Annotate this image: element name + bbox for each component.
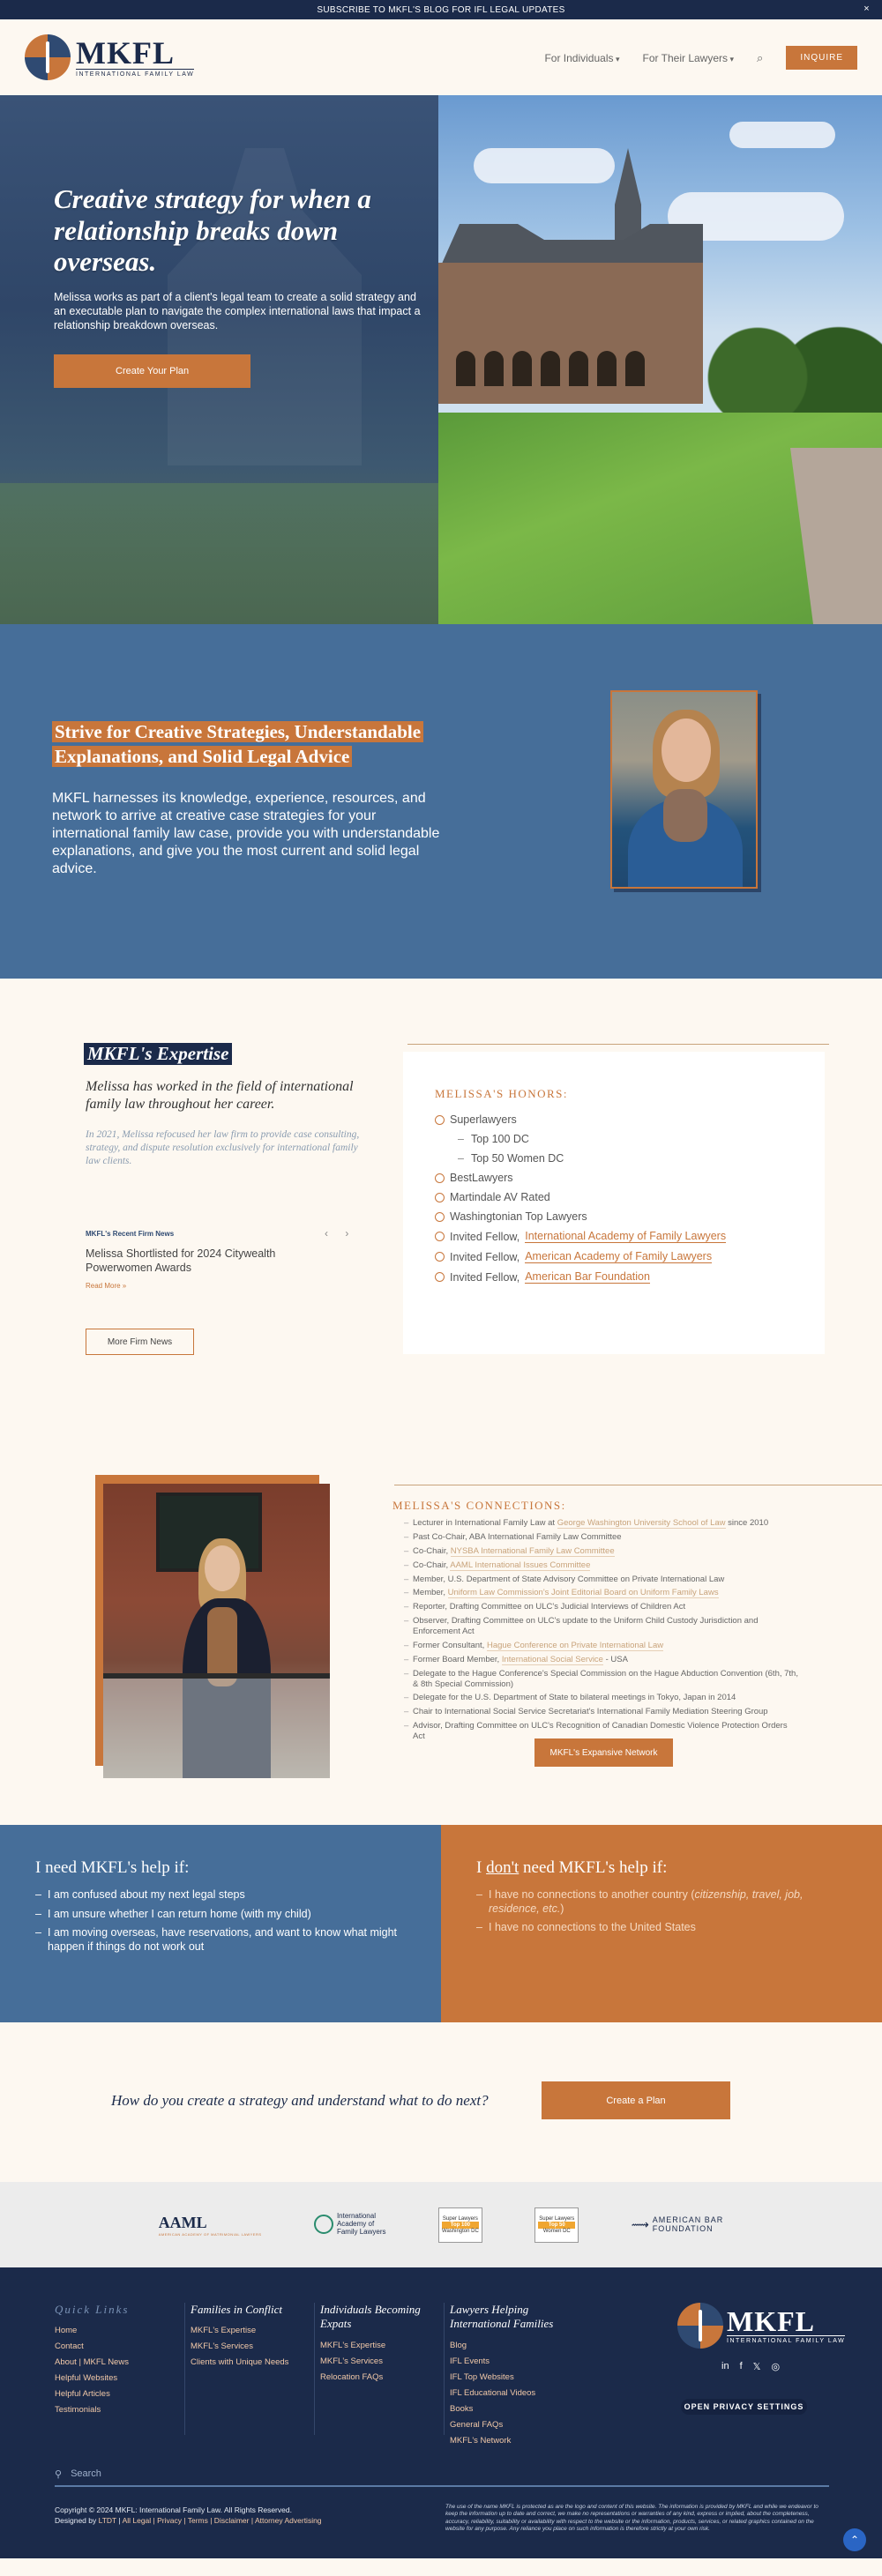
list-item: – I have no connections to the United States: [476, 1921, 847, 1935]
melissa-standing-photo: [103, 1484, 330, 1778]
honor-item: Martindale AV Rated: [435, 1191, 825, 1203]
circle-bullet-icon: [435, 1272, 445, 1282]
connection-item: – Delegate for the U.S. Department of State to bilateral meetings in Tokyo, Japan in 2014: [404, 1693, 801, 1703]
strive-title: Strive for Creative Strategies, Understandable Explanations, and Solid Legal Advice: [52, 719, 440, 770]
circle-bullet-icon: [435, 1115, 445, 1125]
footer-link[interactable]: Home: [55, 2326, 78, 2336]
footer-link[interactable]: MKFL's Expertise: [320, 2340, 386, 2350]
honor-item: Washingtonian Top Lawyers: [435, 1210, 825, 1223]
connection-item[interactable]: – Lecturer in International Family Law at George Washington University School of Law since 2010: [404, 1518, 801, 1529]
expertise-subtitle: Melissa has worked in the field of international family law throughout her career.: [86, 1079, 354, 1112]
connection-item: – Advisor, Drafting Committee on ULC's Recognition of Canadian Domestic Violence Protection Orders Act: [404, 1721, 801, 1742]
footer-link[interactable]: MKFL's Services: [191, 2341, 253, 2352]
close-icon[interactable]: ×: [863, 4, 870, 14]
x-icon[interactable]: 𝕏: [752, 2362, 761, 2372]
search-icon: ⚲: [55, 2469, 63, 2480]
designer-link[interactable]: LTDT: [98, 2515, 117, 2525]
list-item: – I am moving overseas, have reservations, and want to know what might happen if things do not work out: [35, 1926, 406, 1954]
footer-link[interactable]: Relocation FAQs: [320, 2371, 384, 2382]
hero-text: Melissa works as part of a client's legal team to create a solid strategy and an executable plan to navigate the complex international laws that impact a relationship breakdown overseas.: [54, 290, 421, 332]
footer-lawyers: Lawyers Helping International Families Blog IFL Events IFL Top Websites IFL Educational Videos Books General FAQs MKFL's Network: [450, 2303, 564, 2452]
connection-item[interactable]: – Member, Uniform Law Commission's Joint Editorial Board on Uniform Family Laws: [404, 1588, 801, 1598]
honor-item[interactable]: Invited Fellow, American Bar Foundation: [435, 1270, 825, 1284]
aaml-logo[interactable]: AAML AMERICAN ACADEMY OF MATRIMONIAL LAWYERS: [158, 2213, 262, 2237]
social-links: [721, 2361, 780, 2372]
honor-item[interactable]: Invited Fellow, American Academy of Family Lawyers: [435, 1250, 825, 1263]
circle-bullet-icon: [435, 1212, 445, 1222]
connections-title: MELISSA'S CONNECTIONS:: [392, 1499, 566, 1512]
create-your-plan-button[interactable]: Create Your Plan: [54, 354, 250, 388]
super-lawyers-badge[interactable]: Super Lawyers Top 100 Washington DC: [438, 2207, 482, 2243]
create-a-plan-button[interactable]: Create a Plan: [542, 2081, 730, 2119]
footer-link[interactable]: General FAQs: [450, 2419, 504, 2430]
footer-link[interactable]: MKFL's Expertise: [191, 2326, 257, 2336]
connections-list: [404, 1518, 801, 1746]
legal-links[interactable]: All Legal | Privacy | Terms | Disclaimer | Attorney Advertising: [122, 2515, 322, 2525]
footer-link[interactable]: Books: [450, 2403, 474, 2414]
site-footer: [0, 2267, 882, 2558]
news-title[interactable]: Melissa Shortlisted for 2024 Citywealth Powerwomen Awards: [86, 1247, 276, 1274]
affiliations-strip: [0, 2182, 882, 2267]
footer-link[interactable]: Testimonials: [55, 2405, 101, 2416]
footer-link[interactable]: Helpful Articles: [55, 2389, 110, 2400]
footer-link[interactable]: Helpful Websites: [55, 2373, 118, 2384]
footer-link[interactable]: About | MKFL News: [55, 2357, 129, 2368]
connection-item: – Past Co-Chair, ABA International Family Law Committee: [404, 1532, 801, 1543]
search-icon[interactable]: ⌕: [757, 50, 764, 64]
honors-card: [403, 1052, 825, 1354]
nav-for-their-lawyers[interactable]: For Their Lawyers ▾: [643, 52, 735, 64]
hero-title: Creative strategy for when a relationship breaks down overseas.: [54, 183, 371, 278]
inquire-button[interactable]: INQUIRE: [786, 46, 857, 70]
linkedin-icon[interactable]: in: [721, 2361, 729, 2371]
list-item: – I am confused about my next legal steps: [35, 1888, 406, 1902]
globe-logo-icon: [677, 2303, 723, 2349]
search-input[interactable]: Search: [71, 2468, 101, 2479]
announcement-bar[interactable]: [0, 0, 882, 19]
news-kicker: MKFL's Recent Firm News: [86, 1230, 175, 1238]
cta-text: How do you create a strategy and understand what to do next?: [111, 2092, 489, 2109]
logo-subtitle: INTERNATIONAL FAMILY LAW: [76, 69, 194, 78]
super-lawyers-women-badge[interactable]: Super Lawyers Top 50 Women DC: [534, 2207, 579, 2243]
connection-item[interactable]: – Co-Chair, AAML International Issues Committee: [404, 1560, 801, 1571]
honor-item: BestLawyers: [435, 1172, 825, 1184]
footer-link[interactable]: Clients with Unique Needs: [191, 2357, 289, 2368]
help-section: [0, 1825, 882, 2022]
honor-item[interactable]: Invited Fellow, International Academy of Family Lawyers: [435, 1230, 825, 1243]
footer-link[interactable]: IFL Events: [450, 2356, 490, 2366]
honors-list: [435, 1113, 825, 1284]
site-header: [0, 19, 882, 95]
expertise-body: In 2021, Melissa refocused her law firm to provide case consulting, strategy, and dispute resolution exclusively for international family law clients.: [86, 1129, 360, 1166]
abf-logo[interactable]: ⟿ AMERICAN BAR FOUNDATION: [631, 2215, 724, 2233]
footer-expats: Individuals Becoming Expats MKFL's Expertise MKFL's Services Relocation FAQs: [320, 2303, 426, 2388]
footer-search[interactable]: [55, 2468, 829, 2487]
circle-bullet-icon: [435, 1232, 445, 1241]
list-item: – I am unsure whether I can return home (with my child): [35, 1908, 406, 1922]
cta-section: [0, 2022, 882, 2182]
melissa-portrait: [610, 690, 758, 889]
expertise-title: MKFL's Expertise: [84, 1043, 232, 1065]
news-carousel-arrows-icon[interactable]: ‹ ›: [325, 1227, 356, 1240]
globe-logo-icon: [25, 34, 71, 80]
footer-link[interactable]: MKFL's Services: [320, 2356, 383, 2366]
footer-link[interactable]: Blog: [450, 2340, 467, 2350]
connection-item: – Member, U.S. Department of State Advisory Committee on Private International Law: [404, 1575, 801, 1585]
list-item: – I have no connections to another country (citizenship, travel, job, residence, etc.): [476, 1888, 847, 1916]
iafl-logo[interactable]: International Academy of Family Lawyers: [314, 2213, 386, 2236]
connection-item[interactable]: – Former Consultant, Hague Conference on Private International Law: [404, 1641, 801, 1651]
circle-bullet-icon: [435, 1252, 445, 1262]
divider: [407, 1044, 829, 1045]
honors-title: MELISSA'S HONORS:: [435, 1087, 569, 1100]
honor-item: – Top 100 DC: [435, 1133, 825, 1145]
honor-item: Superlawyers: [435, 1113, 825, 1126]
connection-item[interactable]: – Former Board Member, International Social Service - USA: [404, 1655, 801, 1665]
connection-item: – Delegate to the Hague Conference's Special Commission on the Hague Abduction Convention (6th, 7th, & 8th Special Commission): [404, 1669, 801, 1690]
connection-item: – Reporter, Drafting Committee on ULC's Judicial Interviews of Children Act: [404, 1602, 801, 1612]
connection-item: – Chair to International Social Service Secretariat's International Family Mediation Steering Group: [404, 1707, 801, 1717]
footer-link[interactable]: MKFL's Network: [450, 2435, 512, 2446]
dont-need-help-panel: [441, 1825, 882, 2022]
read-more-link[interactable]: Read More »: [86, 1282, 127, 1290]
copyright: Copyright © 2024 MKFL: International Family Law. All Rights Reserved. Designed by LTDT | All Legal | Privacy | Terms | Disclaimer | Attorney Advertising: [55, 2505, 322, 2525]
connection-item[interactable]: – Co-Chair, NYSBA International Family Law Committee: [404, 1546, 801, 1557]
connection-item: – Observer, Drafting Committee on ULC's update to the Uniform Child Custody Jurisdiction and Enforcement Act: [404, 1616, 801, 1637]
need-help-title: I need MKFL's help if:: [35, 1858, 190, 1877]
expansive-network-button[interactable]: MKFL's Expansive Network: [534, 1738, 673, 1767]
announcement-text[interactable]: SUBSCRIBE TO MKFL'S BLOG FOR IFL LEGAL UPDATES: [317, 4, 565, 15]
hero-image: [438, 95, 882, 624]
footer-families: Families in Conflict MKFL's Expertise MKFL's Services Clients with Unique Needs: [191, 2303, 296, 2373]
footer-logo[interactable]: MKFL INTERNATIONAL FAMILY LAW: [677, 2303, 845, 2349]
logo-name: MKFL: [76, 35, 175, 71]
scroll-to-top-icon[interactable]: ⌃: [843, 2528, 866, 2551]
honor-item: – Top 50 Women DC: [435, 1152, 825, 1165]
site-logo[interactable]: [25, 34, 194, 80]
footer-link[interactable]: IFL Top Websites: [450, 2371, 514, 2382]
footer-quick-links: Quick Links Home Contact About | MKFL News Helpful Websites Helpful Articles Testimonials: [55, 2303, 130, 2416]
strive-section: [0, 624, 882, 979]
hero-overlay-panel: [0, 95, 438, 624]
footer-link[interactable]: IFL Educational Videos: [450, 2387, 536, 2398]
strive-text: MKFL harnesses its knowledge, experience, resources, and network to arrive at creative case strategies for your international family law case, provide you with understandable explanations, and give you the most current and solid legal advice.: [52, 791, 440, 876]
expertise-section: [0, 979, 882, 1825]
privacy-settings-button[interactable]: OPEN PRIVACY SETTINGS: [681, 2399, 807, 2415]
dont-need-help-title: I don't need MKFL's help if:: [476, 1858, 668, 1877]
instagram-icon[interactable]: ◎: [771, 2362, 781, 2372]
more-firm-news-button[interactable]: More Firm News: [86, 1329, 194, 1355]
need-help-panel: [0, 1825, 441, 2022]
disclaimer: The use of the name MKFL is protected as are the logo and content of this website. The information is provided by MKFL and while we endeavor to keep the information up to date and correct, we make no representations or warranties of any kind, express or implied, about the completeness, accuracy, reliability, suitability or availability with respect to the website or the information, products, services, or related graphics contained on the website for any purpose. Any reliance you place on such information is therefore strictly at your own risk.: [445, 2504, 818, 2533]
footer-link[interactable]: Contact: [55, 2341, 84, 2352]
circle-bullet-icon: [435, 1173, 445, 1183]
circle-bullet-icon: [435, 1193, 445, 1202]
facebook-icon[interactable]: f: [739, 2361, 743, 2371]
main-nav: [544, 46, 857, 70]
hero-section: [0, 95, 882, 624]
nav-for-individuals[interactable]: For Individuals ▾: [544, 52, 619, 64]
